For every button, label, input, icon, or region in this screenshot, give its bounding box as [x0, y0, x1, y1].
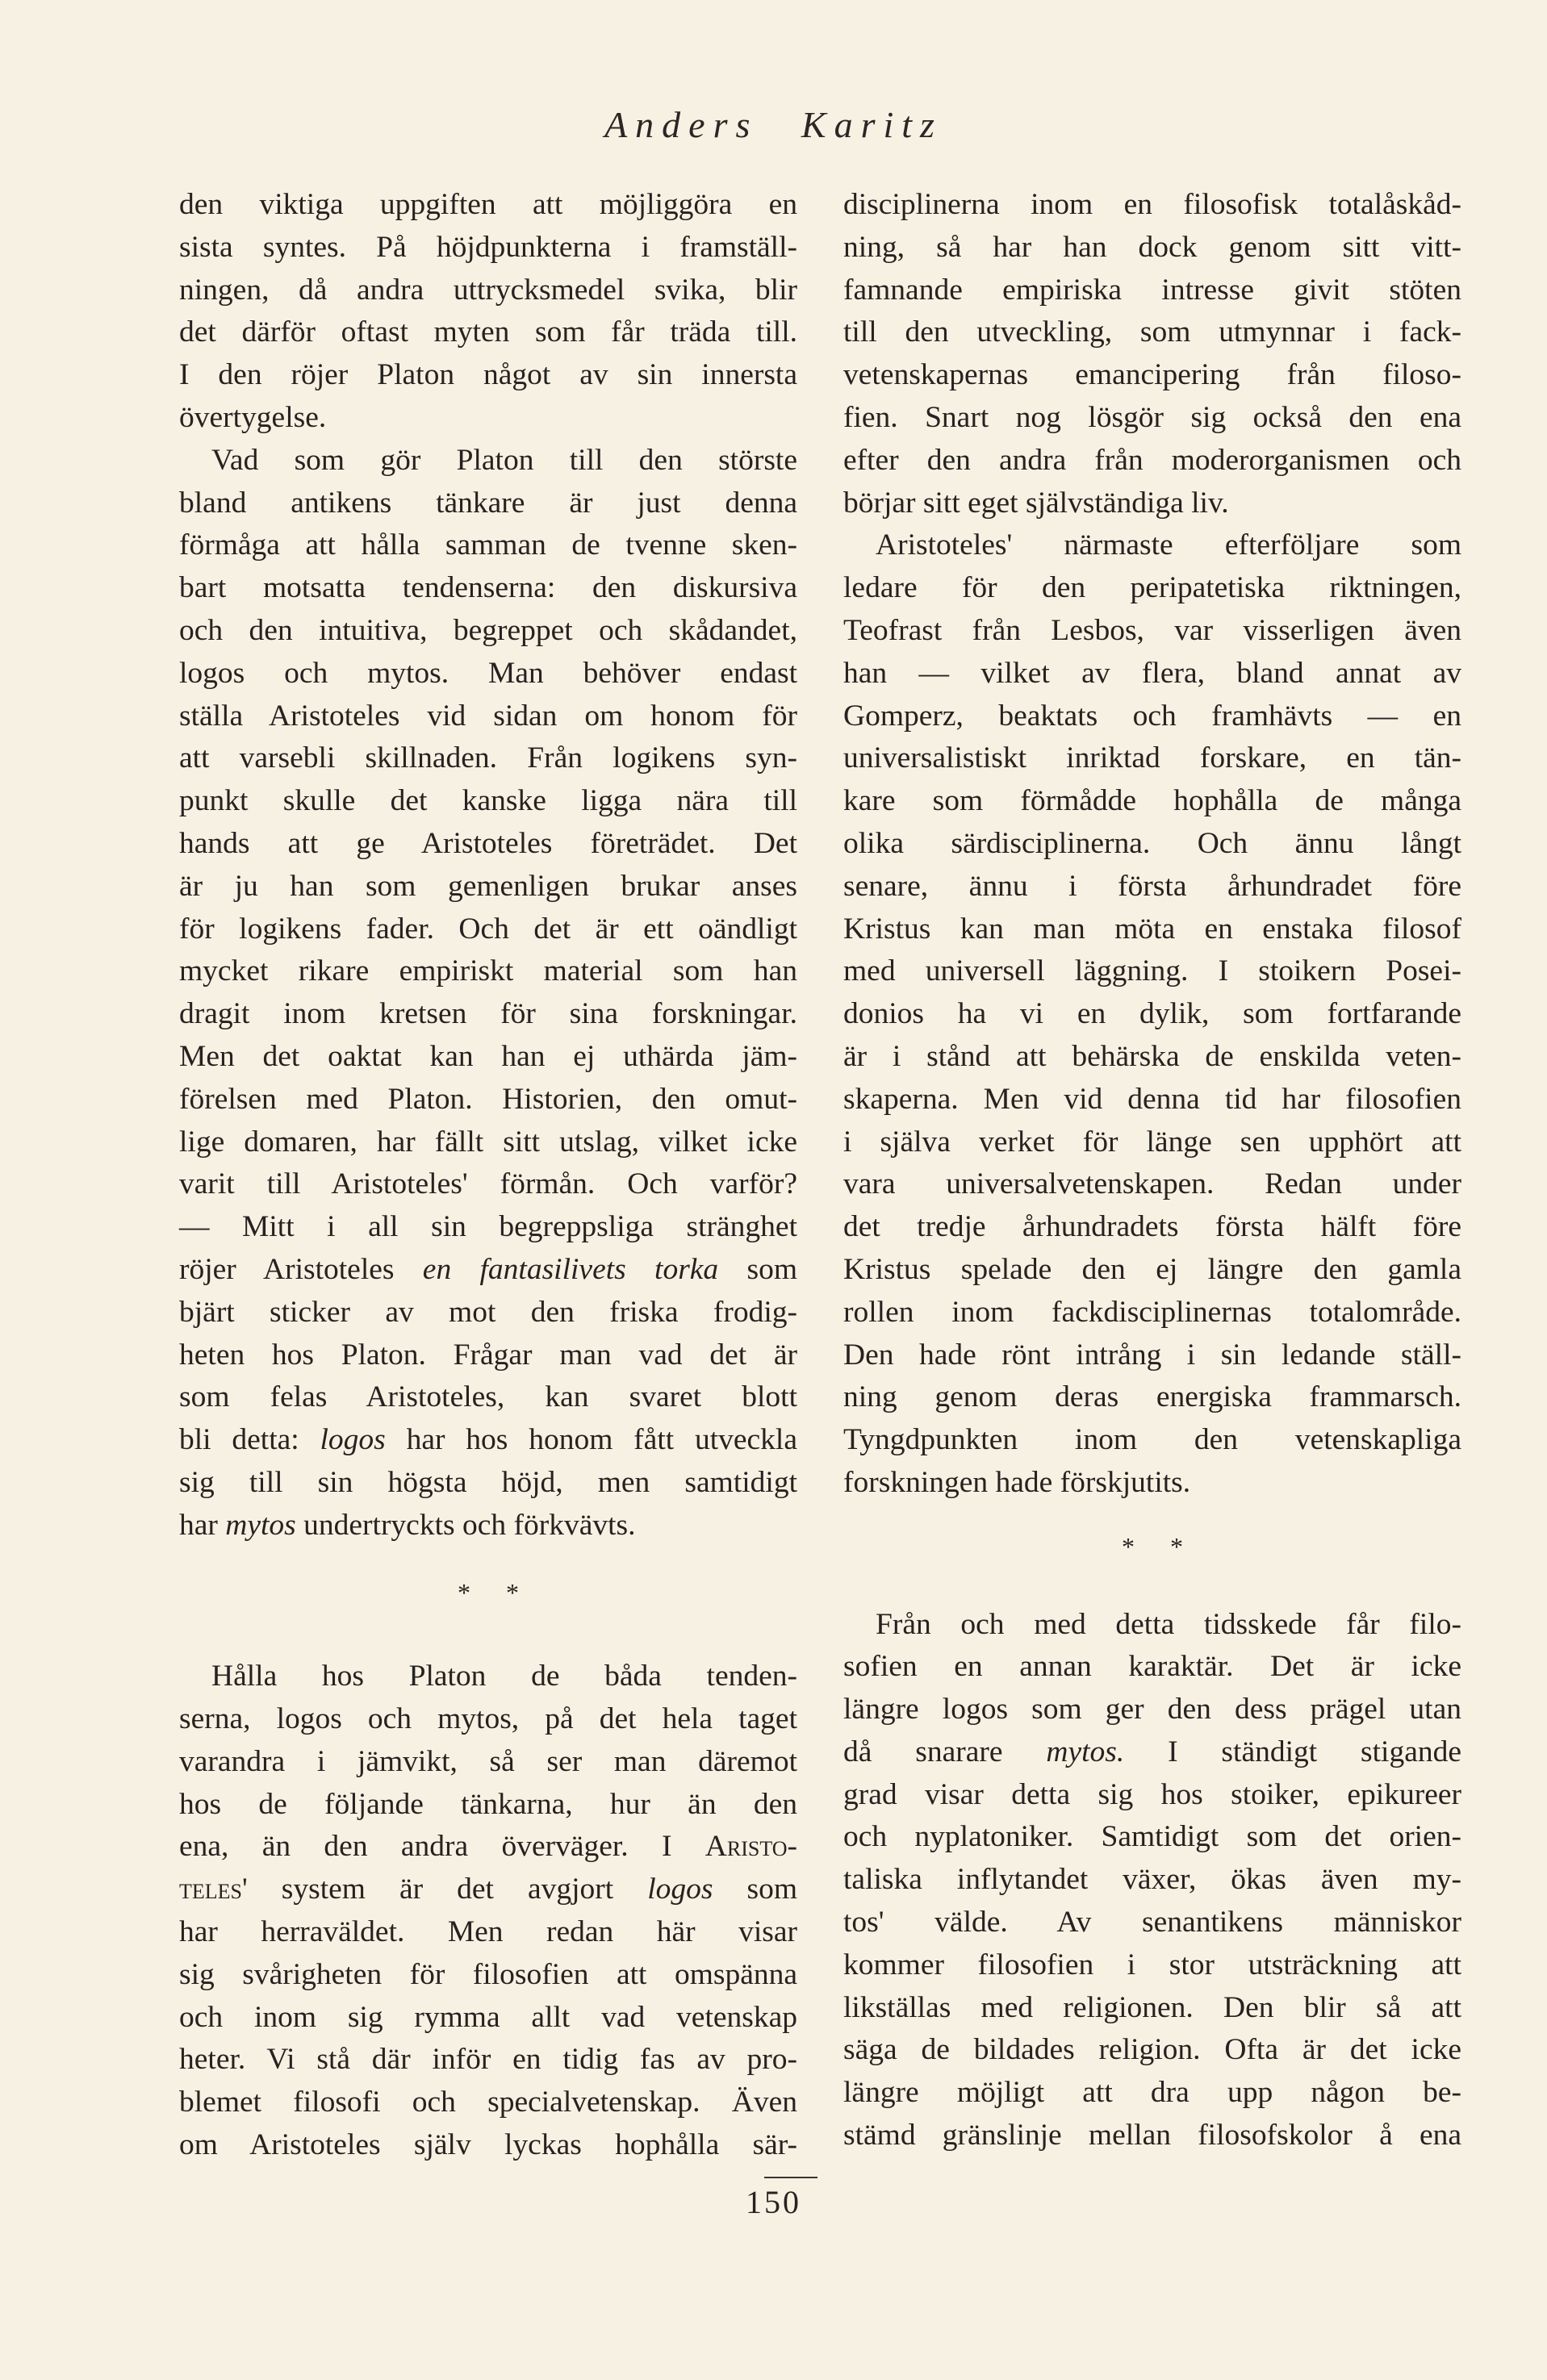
emphasis-text: en fantasilivets torka — [422, 1252, 719, 1286]
text-line: ningen, då andra uttrycksmedel svika, blir — [179, 273, 797, 307]
text-line: till den utveckling, som utmynnar i fack- — [843, 315, 1461, 349]
emphasis-text: logos — [320, 1423, 386, 1457]
text-line: teles' system är det avgjort logos som — [179, 1873, 798, 1906]
text-line: logos och mytos. Man behöver endast — [179, 656, 797, 690]
text-line: är ju han som gemenligen brukar anses — [179, 869, 797, 903]
text-line: att varsebli skillnaden. Från logikens syn- — [179, 741, 797, 775]
emphasis-text: mytos — [225, 1508, 296, 1542]
text-line: ställa Aristoteles vid sidan om honom för — [179, 699, 797, 733]
text-line: famnande empiriska intresse givit stöten — [843, 273, 1461, 307]
left-paragraph-3 — [179, 1656, 797, 2167]
text-line: är i stånd att behärska de enskilda veten- — [843, 1039, 1461, 1073]
small-caps-name: Aristo- — [705, 1830, 797, 1864]
text-line: det tredje århundradets första hälft före — [843, 1210, 1461, 1244]
text-line: för logikens fader. Och det är ett oändligt — [179, 912, 797, 946]
text-line: olika särdisciplinerna. Och ännu långt — [843, 826, 1461, 860]
text-line: förmåga att hålla samman de tvenne sken- — [179, 528, 797, 562]
text-line: tos' välde. Av senantikens människor — [843, 1906, 1461, 1939]
text-line: stämd gränslinje mellan filosofskolor å ena — [843, 2119, 1461, 2152]
text-line: punkt skulle det kanske ligga nära till — [179, 784, 797, 818]
text-line: vetenskapernas emancipering från filoso- — [843, 358, 1461, 392]
text-line: rollen inom fackdisciplinernas totalområde. — [843, 1295, 1461, 1329]
text-line: disciplinerna inom en filosofisk totalåskåd- — [843, 188, 1461, 221]
text-line: hands att ge Aristoteles företrädet. Det — [179, 826, 797, 860]
right-paragraph-2 — [843, 524, 1461, 1504]
text-line: lige domaren, har fällt sitt utslag, vilket icke — [179, 1125, 797, 1159]
text-line: grad visar detta sig hos stoiker, epikureer — [843, 1777, 1461, 1811]
text-line: sofien en annan karaktär. Det är icke — [843, 1650, 1461, 1684]
text-line: dragit inom kretsen för sina forskningar. — [179, 997, 797, 1031]
text-line: taliska inflytandet växer, ökas även my- — [843, 1863, 1461, 1897]
text-line: kommer filosofien i stor utsträckning att — [843, 1948, 1461, 1981]
text-line: bjärt sticker av mot den friska frodig- — [179, 1295, 797, 1329]
text-line: bli detta: logos har hos honom fått utveckla — [179, 1423, 797, 1457]
left-column — [179, 184, 797, 2167]
text-line: blemet filosofi och specialvetenskap. Även — [179, 2086, 797, 2119]
text-line: förelsen med Platon. Historien, den omut- — [179, 1082, 797, 1116]
emphasis-text: logos — [647, 1873, 713, 1906]
author-last-name: Karitz — [801, 104, 943, 145]
text-line: och inom sig rymma allt vad vetenskap — [179, 2000, 797, 2034]
text-line: universalistiskt inriktad forskare, en tän- — [843, 741, 1461, 775]
text-line: Kristus spelade den ej längre den gamla — [843, 1252, 1461, 1286]
text-line: i själva verket för länge sen upphört att — [843, 1125, 1461, 1159]
text-line: skaperna. Men vid denna tid har filosofien — [843, 1082, 1461, 1116]
text-line: och den intuitiva, begreppet och skådandet, — [179, 613, 797, 647]
text-line: säga de bildades religion. Ofta är det icke — [843, 2033, 1461, 2067]
text-line: han — vilket av flera, bland annat av — [843, 656, 1461, 690]
text-line: Gomperz, beaktats och framhävts — en — [843, 699, 1461, 733]
text-line: Kristus kan man möta en enstaka filosof — [843, 912, 1461, 946]
small-caps-name: teles — [179, 1873, 242, 1906]
text-line: donios ha vi en dylik, som fortfarande — [843, 997, 1461, 1031]
text-line: Men det oaktat kan han ej uthärda jäm- — [179, 1039, 797, 1073]
text-line: heten hos Platon. Frågar man vad det är — [179, 1338, 797, 1372]
right-column — [843, 184, 1461, 2157]
running-header — [0, 103, 1547, 146]
text-line: har mytos undertryckts och förkvävts. — [179, 1508, 636, 1542]
text-line: börjar sitt eget självständiga liv. — [843, 486, 1229, 520]
text-line: — Mitt i all sin begreppsliga stränghet — [179, 1210, 797, 1244]
text-line: serna, logos och mytos, på det hela taget — [179, 1702, 797, 1736]
text-line: I den röjer Platon något av sin innersta — [179, 358, 797, 392]
text-line: kare som förmådde hophålla de många — [843, 784, 1461, 818]
text-line: ning, så har han dock genom sitt vitt- — [843, 230, 1461, 264]
text-line: efter den andra från moderorganismen och — [843, 443, 1461, 477]
text-line: då snarare mytos. I ständigt stigande — [843, 1735, 1461, 1768]
text-line: heter. Vi stå där inför en tidig fas av pro- — [179, 2043, 797, 2077]
text-line: sista syntes. På höjdpunkterna i framställ- — [179, 230, 797, 264]
text-line: Teofrast från Lesbos, var visserligen även — [843, 613, 1461, 647]
text-line: Tyngdpunkten inom den vetenskapliga — [843, 1423, 1461, 1457]
text-line: Aristoteles' närmaste efterföljare som — [876, 528, 1461, 562]
page-number-rule — [764, 2177, 817, 2178]
text-line: har herraväldet. Men redan här visar — [179, 1915, 797, 1949]
author-first-name: Anders — [604, 104, 759, 145]
text-line: som felas Aristoteles, kan svaret blott — [179, 1380, 797, 1414]
page-number: 150 — [746, 2184, 801, 2220]
text-line: sig svårigheten för filosofien att omspänna — [179, 1957, 797, 1991]
text-line: fien. Snart nog lösgör sig också den ena — [843, 400, 1461, 434]
left-paragraph-2 — [179, 440, 797, 1547]
right-paragraph-1 — [843, 184, 1461, 524]
text-line: Den hade rönt intrång i sin ledande ställ- — [843, 1338, 1461, 1372]
text-line: ledare för den peripatetiska riktningen, — [843, 571, 1461, 605]
text-line: ning genom deras energiska frammarsch. — [843, 1380, 1461, 1414]
text-line: ena, än den andra överväger. I Aristo- — [179, 1830, 797, 1864]
right-paragraph-3 — [843, 1604, 1461, 2157]
text-line: senare, ännu i första århundradet före — [843, 869, 1461, 903]
text-line: forskningen hade förskjutits. — [843, 1465, 1191, 1499]
text-line: vara universalvetenskapen. Redan under — [843, 1167, 1461, 1201]
text-line: bland antikens tänkare är just denna — [179, 486, 797, 520]
text-line: övertygelse. — [179, 400, 327, 434]
section-break-asterisks: * * — [458, 1577, 519, 1607]
text-line: den viktiga uppgiften att möjliggöra en — [179, 188, 797, 221]
text-line: Vad som gör Platon till den störste — [211, 443, 797, 477]
text-line: varit till Aristoteles' förmån. Och varför? — [179, 1167, 797, 1201]
text-line: längre möjligt att dra upp någon be- — [843, 2076, 1461, 2110]
text-line: Hålla hos Platon de båda tenden- — [211, 1660, 797, 1693]
text-line: röjer Aristoteles en fantasilivets torka som — [179, 1252, 797, 1286]
text-line: och nyplatoniker. Samtidigt som det orien- — [843, 1820, 1461, 1854]
text-line: om Aristoteles själv lyckas hophålla sär- — [179, 2128, 797, 2162]
emphasis-text: mytos. — [1046, 1735, 1125, 1768]
text-line: det därför oftast myten som får träda till. — [179, 315, 797, 349]
text-line: mycket rikare empiriskt material som han — [179, 954, 797, 988]
text-line: likställas med religionen. Den blir så att — [843, 1990, 1461, 2024]
text-line: bart motsatta tendenserna: den diskursiva — [179, 571, 797, 605]
text-line: med universell läggning. I stoikern Posei- — [843, 954, 1461, 988]
text-line: sig till sin högsta höjd, men samtidigt — [179, 1465, 797, 1499]
section-break-asterisks: * * — [1122, 1531, 1183, 1561]
text-line: hos de följande tänkarna, hur än den — [179, 1787, 797, 1821]
text-line: Från och med detta tidsskede får filo- — [876, 1607, 1461, 1641]
left-paragraph-1 — [179, 184, 797, 440]
text-line: varandra i jämvikt, så ser man däremot — [179, 1744, 797, 1778]
text-line: längre logos som ger den dess prägel utan — [843, 1693, 1461, 1727]
